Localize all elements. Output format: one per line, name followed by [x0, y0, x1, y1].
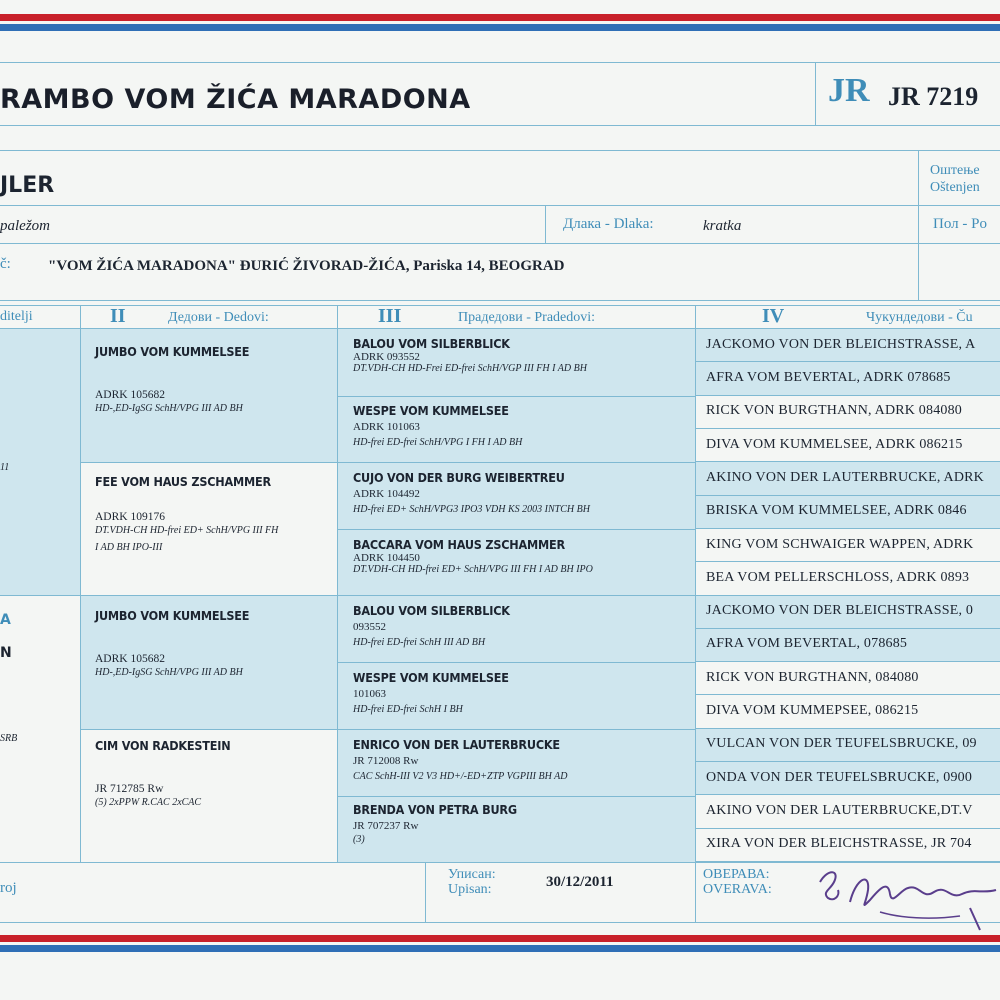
litter-label: [930, 162, 980, 196]
ggg-name: RICK VON BURGTHANN, ADRK 084080: [706, 403, 963, 419]
ggp-reg: ADRK 101063: [353, 421, 420, 433]
ggp-name: BALOU VOM SILBERBLICK: [353, 336, 510, 351]
left-fragment-2: A: [0, 612, 11, 628]
ggg-name: JACKOMO VON DER BLEICHSTRASSE, A: [706, 336, 976, 352]
ggp-name: WESPE VOM KUMMELSEE: [353, 670, 509, 685]
gp-titles: HD-,ED-IgSG SchH/VPG III AD BH: [95, 667, 243, 678]
gp-name: JUMBO VOM KUMMELSEE: [95, 608, 250, 623]
gp-reg: JR 712785 Rw: [95, 783, 164, 795]
ggp-block-2: [353, 403, 693, 448]
ggg-row: [696, 396, 1000, 429]
ggg-name: ONDA VON DER TEUFELSBRUCKE, 0900: [706, 769, 973, 785]
ggp-reg: JR 707237 Rw: [353, 820, 419, 832]
gp-titles-2: I AD BH IPO-III: [95, 542, 163, 553]
top-red-stripe: [0, 14, 1000, 21]
ggg-name: AFRA VOM BEVERTAL, ADRK 078685: [706, 369, 951, 385]
gp-name: FEE VOM HAUS ZSCHAMMER: [95, 474, 271, 489]
parent-sire-cell: [0, 329, 80, 595]
ggp-name: CUJO VON DER BURG WEIBERTREU: [353, 470, 565, 485]
col2-header: Дедови - Dedovi:: [168, 310, 269, 325]
ggg-row: [696, 795, 1000, 828]
certified-label-lat: OVERAVA:: [703, 882, 772, 897]
top-blue-stripe: [0, 24, 1000, 31]
ggg-row: [696, 829, 1000, 862]
gp-reg: ADRK 109176: [95, 511, 165, 523]
breed-name: JLER: [0, 173, 55, 198]
gp-reg: ADRK 105682: [95, 653, 165, 665]
registered-label-lat: Upisan:: [448, 882, 492, 897]
ggg-row: [696, 562, 1000, 595]
ggg-row: [696, 462, 1000, 495]
ggp-name: BALOU VOM SILBERBLICK: [353, 603, 510, 618]
ggg-name: RICK VON BURGTHANN, 084080: [706, 669, 919, 685]
ggp-name: BRENDA VON PETRA BURG: [353, 802, 517, 817]
gp-titles: (5) 2xPPW R.CAC 2xCAC: [95, 797, 202, 808]
gp-name: CIM VON RADKESTEIN: [95, 738, 231, 753]
ggg-row: [696, 662, 1000, 695]
col4-number: IV: [762, 305, 785, 327]
ggg-name: JACKOMO VON DER BLEICHSTRASSE, 0: [706, 603, 974, 619]
ggp-titles: HD-frei ED-frei SchH/VPG I FH I AD BH: [353, 437, 523, 448]
ggg-row: [696, 629, 1000, 662]
ggg-name: BRISKA VOM KUMMELSEE, ADRK 0846: [706, 503, 967, 519]
color-value: paležom: [0, 218, 50, 234]
col1-header: ditelji: [0, 309, 33, 324]
ggg-row: [696, 362, 1000, 395]
ggp-titles: HD-frei ED+ SchH/VPG3 IPO3 VDH KS 2003 INTCH BH: [353, 504, 590, 515]
dog-name: RAMBO VOM ŽIĆA MARADONA: [0, 84, 471, 115]
certified-label-cyr: ОВЕРАВА:: [703, 867, 770, 882]
ggg-name: AFRA VOM BEVERTAL, 078685: [706, 636, 908, 652]
ggg-row: [696, 695, 1000, 728]
ggp-block-6: [353, 670, 693, 715]
registry-logo: JR: [828, 72, 870, 109]
ggg-name: VULCAN VON DER TEUFELSBRUCKE, 09: [706, 736, 977, 752]
ggp-block-8: [353, 802, 693, 845]
col3-number: III: [378, 305, 402, 327]
litter-label-lat: Oštenjen: [930, 180, 980, 195]
ggg-row: [696, 329, 1000, 362]
certified-label: [703, 867, 772, 897]
left-fragment-1: 11: [0, 462, 10, 473]
ggg-row: [696, 496, 1000, 529]
gp-reg: ADRK 105682: [95, 389, 165, 401]
registered-date: 30/12/2011: [546, 874, 614, 890]
ggp-block-1: [353, 336, 693, 374]
sex-label: Пол - Po: [933, 216, 987, 232]
registered-label-cyr: Уписан:: [448, 867, 496, 882]
bottom-blue-stripe: [0, 945, 1000, 952]
ggg-row: [696, 529, 1000, 562]
bottom-red-stripe: [0, 935, 1000, 942]
coat-label: Длака - Dlaka:: [563, 216, 654, 232]
ggp-block-3: [353, 470, 693, 515]
left-fragment-3: N: [0, 645, 12, 661]
breeder-label: č:: [0, 256, 11, 272]
ggg-name: BEA VOM PELLERSCHLOSS, ADRK 0893: [706, 569, 970, 585]
left-fragment-4: SRB: [0, 733, 18, 744]
ggp-block-5: [353, 603, 693, 648]
ggp-reg: ADRK 104450: [353, 552, 420, 564]
signature: [810, 860, 1000, 935]
footer-left: roj: [0, 880, 17, 896]
ggg-row: [696, 762, 1000, 795]
gp-titles: HD-,ED-IgSG SchH/VPG III AD BH: [95, 403, 243, 414]
ggp-titles: CAC SchH-III V2 V3 HD+/-ED+ZTP VGPIII BH AD: [353, 771, 568, 782]
ggg-name: DIVA VOM KUMMELSEE, ADRK 086215: [706, 436, 963, 452]
ggg-row: [696, 729, 1000, 762]
ggp-name: BACCARA VOM HAUS ZSCHAMMER: [353, 537, 565, 552]
ggg-name: DIVA VOM KUMMEPSEE, 086215: [706, 703, 919, 719]
ggp-titles: DT.VDH-CH HD-Frei ED-frei SchH/VGP III FH I AD BH: [353, 363, 587, 374]
ggp-block-4: [353, 537, 693, 575]
ggp-titles: (3): [353, 834, 365, 845]
ggp-reg: 093552: [353, 621, 386, 633]
ggp-titles: HD-frei ED-frei SchH I BH: [353, 704, 463, 715]
ggp-name: WESPE VOM KUMMELSEE: [353, 403, 509, 418]
registration-number: JR 7219: [888, 82, 979, 111]
ggp-reg: ADRK 104492: [353, 488, 420, 500]
col4-header: Чукундедови - Ču: [866, 310, 973, 325]
gp-titles: DT.VDH-CH HD-frei ED+ SchH/VPG III FH: [95, 525, 279, 536]
gp-block-1: [95, 344, 335, 414]
ggp-reg: JR 712008 Rw: [353, 755, 419, 767]
col3-header: Прадедови - Pradedovi:: [458, 310, 596, 325]
ggg-row: [696, 429, 1000, 462]
ggg-name: AKINO VON DER LAUTERBRUCKE,DT.V: [706, 803, 973, 819]
gp-block-3: [95, 608, 335, 678]
coat-value: kratka: [703, 218, 742, 234]
breeder-value: "VOM ŽIĆA MARADONA" ĐURIĆ ŽIVORAD-ŽIĆA, Pariska 14, BEOGRAD: [48, 258, 565, 274]
ggp-reg: 101063: [353, 688, 386, 700]
ggp-titles: HD-frei ED-frei SchH III AD BH: [353, 637, 486, 648]
gp-name: JUMBO VOM KUMMELSEE: [95, 344, 250, 359]
ggp-titles: DT.VDH-CH HD-frei ED+ SchH/VPG III FH I AD BH IPO: [353, 564, 593, 575]
ggg-row: [696, 596, 1000, 629]
ggg-name: KING VOM SCHWAIGER WAPPEN, ADRK: [706, 536, 974, 552]
ggg-name: AKINO VON DER LAUTERBRUCKE, ADRK: [706, 469, 984, 485]
gp-block-2: [95, 474, 335, 553]
gp-block-4: [95, 738, 335, 808]
col2-number: II: [110, 305, 126, 327]
litter-label-cyr: Оштење: [930, 163, 980, 178]
ggg-column: [696, 329, 1000, 862]
registered-label: [448, 867, 496, 897]
ggp-name: ENRICO VON DER LAUTERBRUCKE: [353, 737, 560, 752]
ggg-name: XIRA VON DER BLEICHSTRASSE, JR 704: [706, 836, 972, 852]
ggp-block-7: [353, 737, 693, 782]
ggp-reg: ADRK 093552: [353, 351, 420, 363]
